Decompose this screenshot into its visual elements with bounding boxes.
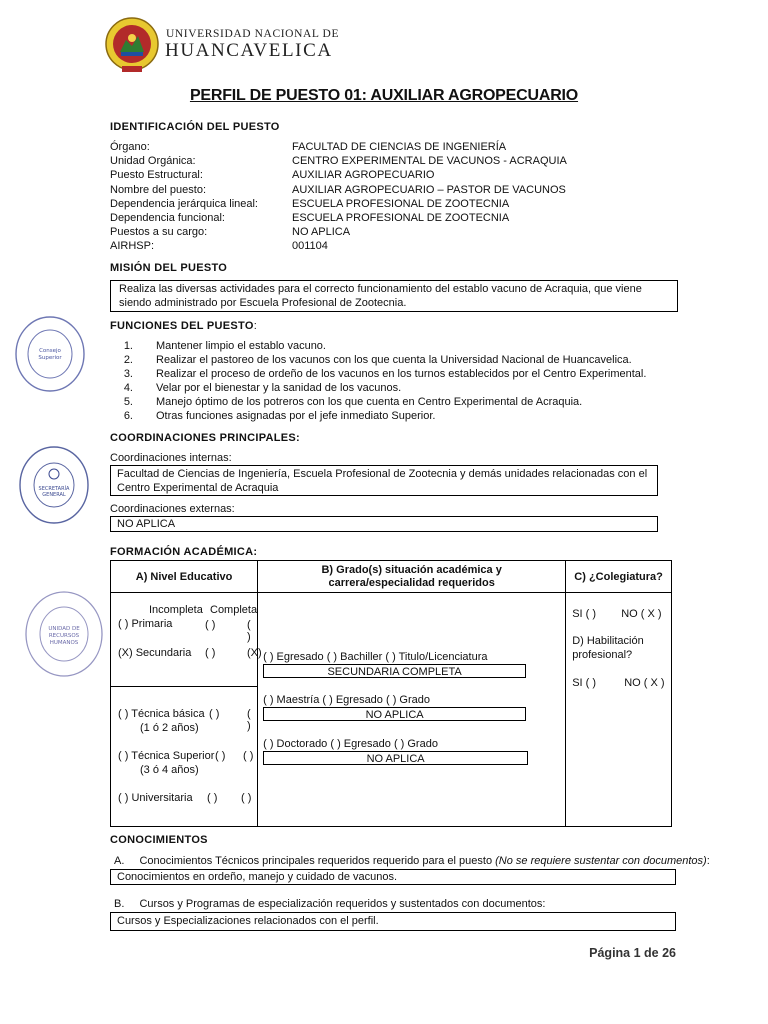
formacion-table (110, 560, 672, 827)
funcion-text: Otras funciones asignadas por el jefe inmediato Superior. (156, 410, 436, 422)
col-a-header: A) Nivel Educativo (111, 561, 258, 593)
funciones-heading: FUNCIONES DEL PUESTO (110, 320, 254, 332)
tecnica-superior-completa: ( ) (243, 750, 254, 762)
tecnica-superior-duracion: (3 ó 4 años) (140, 764, 199, 776)
completa-label: Completa (210, 604, 258, 616)
funcion-item (110, 340, 646, 354)
tecnica-superior-option: ( ) Técnica Superior (118, 750, 215, 762)
funcion-text: Realizar el pastoreo de los vacunos con los que cuenta la Universidad Nacional de Huancavelica. (156, 354, 632, 366)
formacion-heading: FORMACIÓN ACADÉMICA: (110, 546, 258, 558)
funcion-number: 4. (123, 382, 133, 394)
funcion-item (110, 368, 646, 382)
svg-text:UNIDAD DE: UNIDAD DE (48, 626, 80, 632)
conocimientos-b-box (110, 912, 676, 931)
conocimientos-a-box (110, 869, 676, 885)
ident-label: AIRHSP: (110, 240, 155, 253)
conocimientos-a-line (114, 855, 710, 867)
universitaria-option: ( ) Universitaria (118, 792, 193, 804)
ident-label: Unidad Orgánica: (110, 155, 196, 168)
identificacion-heading: IDENTIFICACIÓN DEL PUESTO (110, 121, 280, 133)
conocimientos-a-text: Conocimientos Técnicos principales requeridos requerido para el puesto (139, 855, 493, 867)
incompleta-label: Incompleta (149, 604, 203, 616)
svg-text:Superior: Superior (38, 355, 62, 361)
mision-text: Realiza las diversas actividades para el correcto funcionamiento del establo vacuno de Acraquia, que viene siendo administrado por Escuela Profesional de Zootecnia. (119, 283, 642, 309)
primaria-completa: ( ) (247, 619, 251, 643)
conocimientos-heading: CONOCIMIENTOS (110, 834, 208, 846)
svg-text:Consejo: Consejo (39, 348, 61, 354)
primaria-option: ( ) Primaria (118, 618, 173, 630)
tecnica-basica-completa: ( ) (247, 708, 251, 732)
funcion-number: 2. (123, 354, 133, 366)
page-number: Página 1 de 26 (589, 946, 676, 960)
funcion-item (110, 354, 646, 368)
ident-value: 001104 (292, 240, 328, 253)
university-logo (104, 16, 160, 74)
tecnica-basica-duracion: (1 ó 2 años) (140, 722, 199, 734)
col-c-header: C) ¿Colegiatura? (566, 561, 672, 593)
habilitacion-no: NO ( X ) (624, 677, 665, 689)
egresado-line: ( ) Egresado ( ) Bachiller ( ) Titulo/Licenciatura (263, 651, 488, 663)
funciones-heading-wrap (110, 320, 257, 332)
ident-label: Puestos a su cargo: (110, 226, 208, 239)
conocimientos-a-colon: : (706, 855, 710, 867)
conocimientos-b-value: Cursos y Especializaciones relacionados con el perfil. (117, 915, 379, 927)
funcion-number: 3. (123, 368, 133, 380)
funcion-item (110, 382, 646, 396)
coordinaciones-heading: COORDINACIONES PRINCIPALES: (110, 432, 301, 444)
universitaria-completa: ( ) (241, 792, 252, 804)
funciones-list (110, 340, 646, 424)
colegiatura-si: SI ( ) (572, 608, 597, 620)
ident-label: Órgano: (110, 141, 150, 153)
university-name-line1: UNIVERSIDAD NACIONAL DE (166, 28, 340, 40)
coord-internas-box (110, 465, 658, 496)
conocimientos-a-value: Conocimientos en ordeño, manejo y cuidado de vacunos. (117, 871, 398, 883)
habilitacion-label: D) Habilitación profesional? (572, 635, 644, 661)
funcion-item (110, 410, 646, 424)
ident-value: ESCUELA PROFESIONAL DE ZOOTECNIA (292, 197, 510, 210)
funcion-number: 6. (123, 410, 133, 422)
nivel-basico-cell (111, 593, 262, 687)
conocimientos-b-line (114, 898, 545, 910)
mision-box (110, 280, 678, 312)
funcion-number: 5. (123, 396, 133, 408)
funcion-text: Mantener limpio el establo vacuno. (156, 340, 326, 352)
funcion-item (110, 396, 646, 410)
stamp-consejo (12, 314, 88, 394)
col-b-header: B) Grado(s) situación académica y carrera/especialidad requeridos (258, 561, 566, 593)
svg-text:HUMANOS: HUMANOS (49, 640, 79, 646)
svg-text:GENERAL: GENERAL (42, 492, 66, 498)
egresado-box: SECUNDARIA COMPLETA (263, 664, 526, 678)
coord-externas-box (110, 516, 658, 532)
ident-value: AUXILIAR AGROPECUARIO – PASTOR DE VACUNOS (292, 183, 566, 196)
secundaria-completa: (X) (247, 647, 262, 659)
secundaria-option: (X) Secundaria (118, 647, 192, 659)
funcion-text: Realizar el proceso de ordeño de los vacunos en los turnos establecidos por el Centro Experimental. (156, 368, 647, 380)
funcion-text: Manejo óptimo de los potreros con los que cuenta en Centro Experimental de Acraquia. (156, 396, 583, 408)
universitaria-incompleta: ( ) (207, 792, 218, 804)
maestria-line: ( ) Maestría ( ) Egresado ( ) Grado (263, 694, 430, 706)
funcion-number: 1. (123, 340, 133, 352)
colegiatura-no: NO ( X ) (621, 608, 662, 620)
doctorado-box: NO APLICA (263, 751, 528, 765)
ident-value: CENTRO EXPERIMENTAL DE VACUNOS - ACRAQUIA (292, 155, 567, 168)
ident-value: ESCUELA PROFESIONAL DE ZOOTECNIA (292, 212, 510, 224)
ident-label: Dependencia funcional: (110, 212, 225, 224)
maestria-box: NO APLICA (263, 707, 526, 721)
ident-label: Dependencia jerárquica lineal: (110, 197, 258, 210)
ident-value: AUXILIAR AGROPECUARIO (292, 169, 435, 182)
coord-externas-text: NO APLICA (117, 518, 176, 530)
stamp-recursos-humanos (22, 588, 106, 680)
ident-value: FACULTAD DE CIENCIAS DE INGENIERÍA (292, 141, 507, 153)
page-title: PERFIL DE PUESTO 01: AUXILIAR AGROPECUARIO (189, 87, 579, 104)
conocimientos-b-text: Cursos y Programas de especialización requeridos y sustentados con documentos: (139, 898, 546, 910)
svg-text:SECRETARÍA: SECRETARÍA (38, 486, 70, 492)
svg-text:RECURSOS: RECURSOS (48, 633, 80, 639)
ident-label: Puesto Estructural: (110, 169, 203, 182)
conocimientos-a-letter: A. (114, 855, 125, 867)
tecnica-superior-incompleta: ( ) (215, 750, 226, 762)
tecnica-basica-incompleta: ( ) (209, 708, 220, 720)
colegiatura-cell (566, 593, 672, 827)
tecnica-basica-option: ( ) Técnica básica (118, 708, 205, 720)
funcion-text: Velar por el bienestar y la sanidad de los vacunos. (156, 382, 402, 394)
ident-value: NO APLICA (292, 226, 351, 239)
mision-heading: MISIÓN DEL PUESTO (110, 262, 228, 274)
secundaria-incompleta: ( ) (205, 647, 216, 659)
coord-externas-label: Coordinaciones externas: (110, 503, 235, 515)
nivel-superior-cell (111, 687, 258, 827)
coord-internas-text: Facultad de Ciencias de Ingeniería, Escuela Profesional de Zootecnia y demás unidades relacionadas con el Centro Experimental de Acraquia (117, 468, 648, 494)
conocimientos-a-note: (No se requiere sustentar con documentos) (495, 855, 707, 867)
doctorado-line: ( ) Doctorado ( ) Egresado ( ) Grado (263, 738, 438, 750)
conocimientos-b-letter: B. (114, 898, 125, 910)
university-name-line2: HUANCAVELICA (165, 40, 333, 61)
ident-label: Nombre del puesto: (110, 183, 206, 196)
habilitacion-si: SI ( ) (572, 677, 597, 689)
primaria-incompleta: ( ) (205, 619, 216, 631)
stamp-secretaria (16, 444, 92, 526)
funciones-colon: : (253, 320, 257, 332)
coord-internas-label: Coordinaciones internas: (110, 452, 232, 464)
grado-cell (258, 593, 566, 827)
